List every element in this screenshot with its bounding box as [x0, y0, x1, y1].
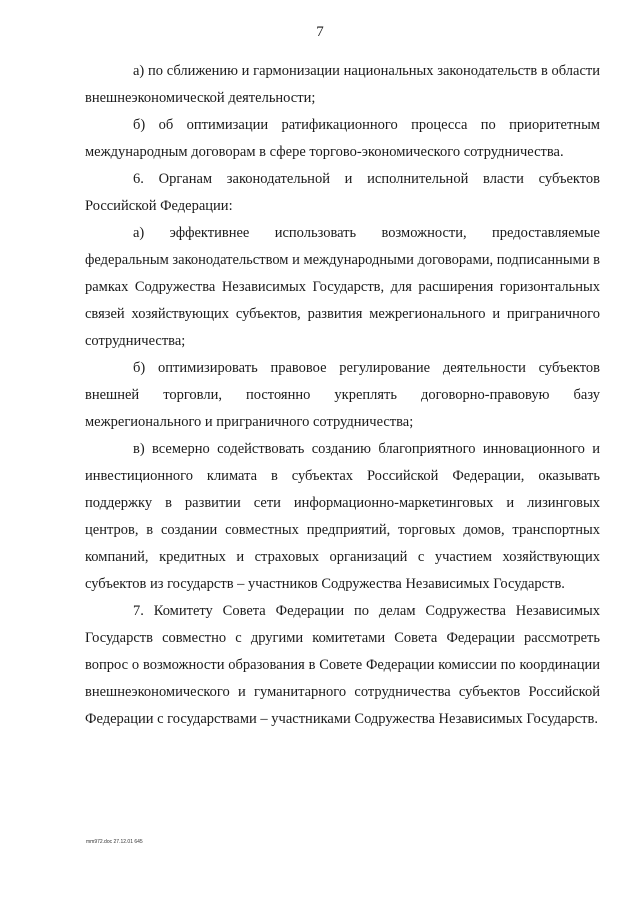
- paragraph-item-6c: в) всемерно содействовать созданию благоприятного инновационного и инвестиционного климата в субъектах Российской Федерации, оказывать поддержку в развитии сети информационно-маркетинговых и лизинговых центров, в создании совместных предприятий, торговых домов, транспортных компаний, кредитных и страховых организаций с участием хозяйствующих субъектов из государств – участников Содружества Независимых Государств.: [85, 441, 600, 592]
- paragraph-item-6a: а) эффективнее использовать возможности, предоставляемые федеральным законодательством и международными договорами, подписанными в рамках Содружества Независимых Государств, для расширения горизонтальных связей хозяйствующих субъектов, развития межрегионального и приграничного сотрудничества;: [85, 225, 600, 349]
- paragraph-section-6: 6. Органам законодательной и исполнительной власти субъектов Российской Федерации:: [85, 171, 600, 214]
- paragraph-item-6b: б) оптимизировать правовое регулирование деятельности субъектов внешней торговли, постоянно укреплять договорно-правовую базу межрегионального и приграничного сотрудничества;: [85, 360, 600, 430]
- page-number: 7: [316, 24, 324, 40]
- paragraph-item-5b: б) об оптимизации ратификационного процесса по приоритетным международным договорам в сфере торгово-экономического сотрудничества.: [85, 117, 600, 160]
- paragraph-section-7: 7. Комитету Совета Федерации по делам Содружества Независимых Государств совместно с другими комитетами Совета Федерации рассмотреть вопрос о возможности образования в Совете Федерации комиссии по координации внешнеэкономического и гуманитарного сотрудничества субъектов Российской Федерации с государствами – участниками Содружества Независимых Государств.: [85, 603, 600, 727]
- file-stamp: mm972.doc 27.12.01 645: [86, 839, 143, 845]
- document-body: [85, 58, 600, 733]
- paragraph-item-5a: а) по сближению и гармонизации национальных законодательств в области внешнеэкономической деятельности;: [85, 63, 600, 106]
